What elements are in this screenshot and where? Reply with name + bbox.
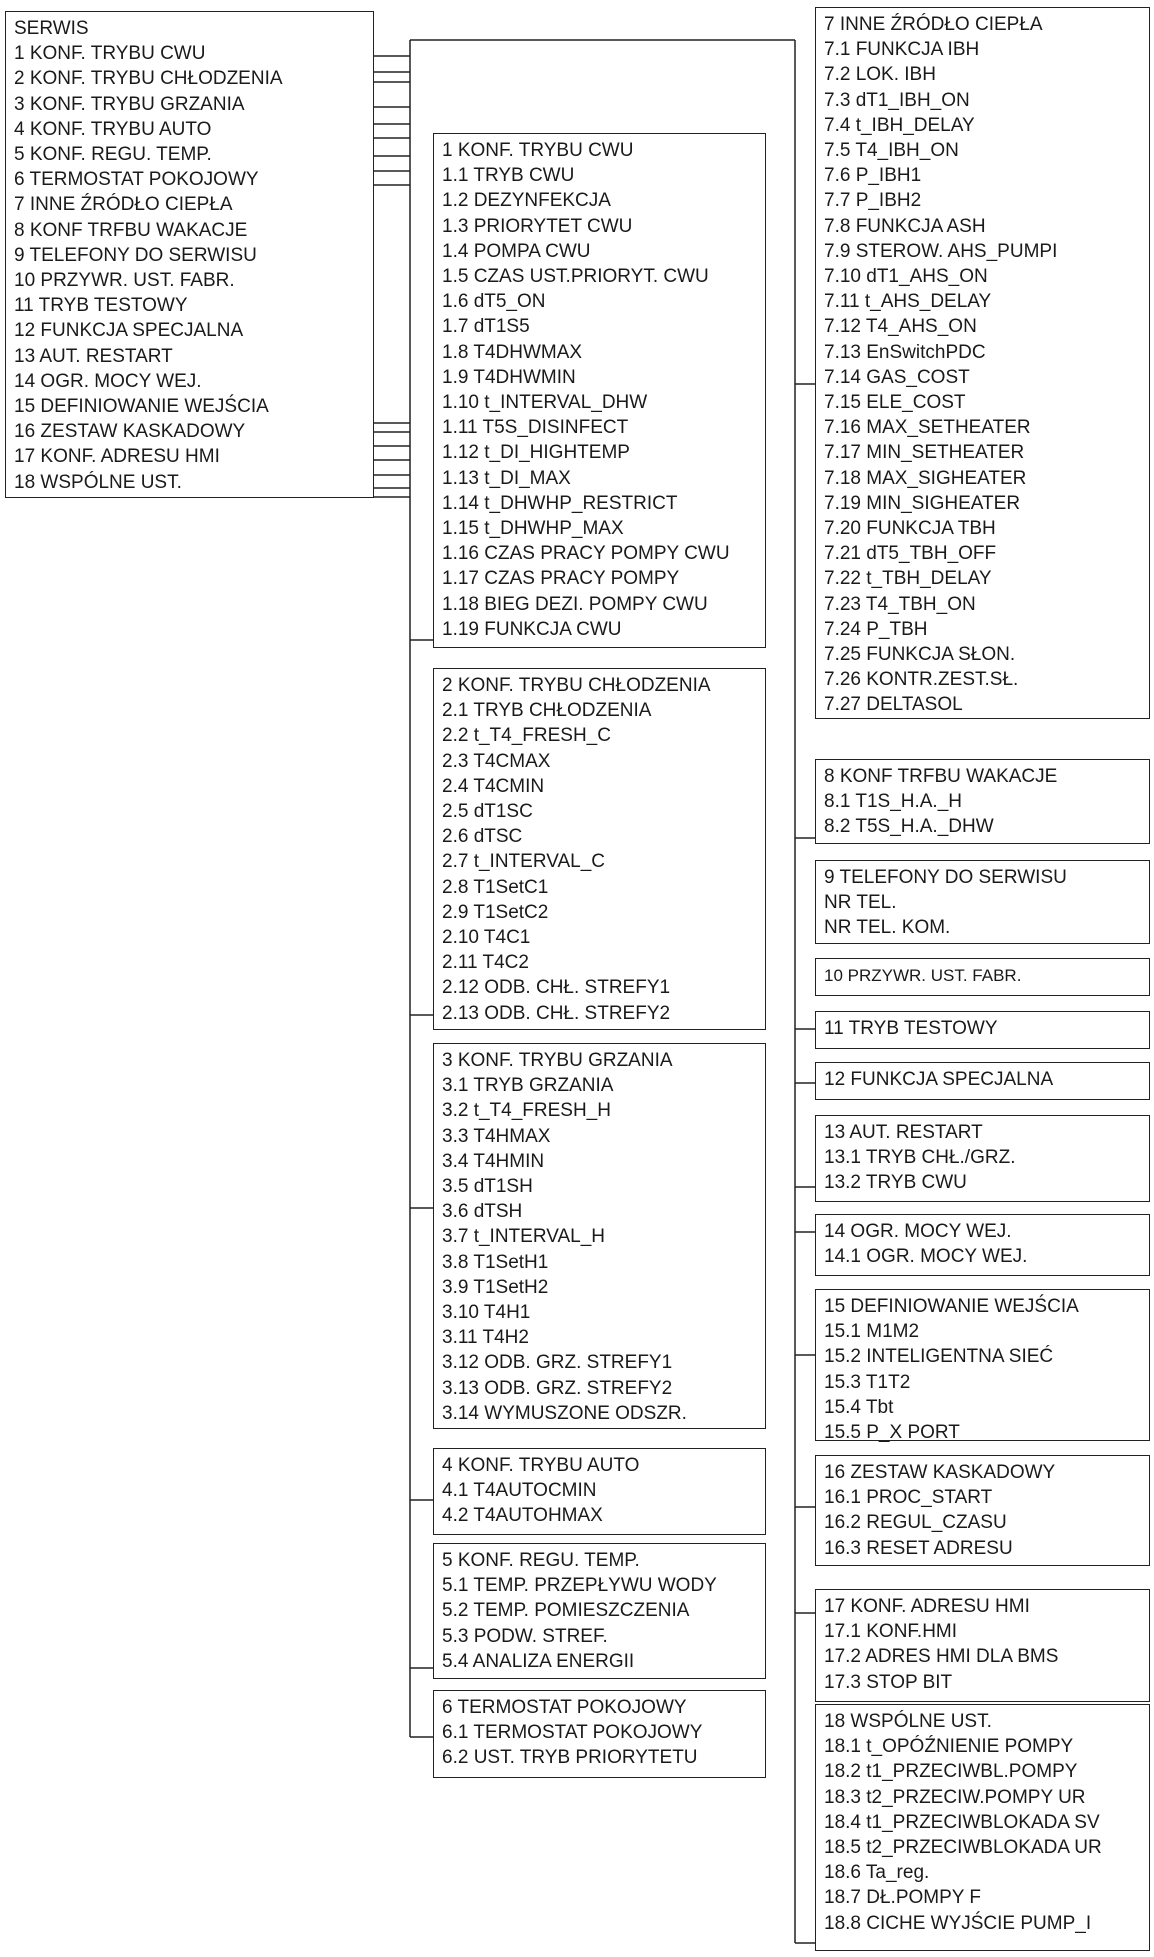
menu-item[interactable]: 6 TERMOSTAT POKOJOWY [14,169,259,191]
menu-item[interactable]: 7.9 STEROW. AHS_PUMPI [824,240,1058,262]
menu-8-wakacje [815,759,1150,844]
menu-item[interactable]: 3.12 ODB. GRZ. STREFY1 [442,1352,673,1374]
menu-item[interactable]: 15.3 T1T2 [824,1371,911,1393]
menu-item[interactable]: 7.18 MAX_SIGHEATER [824,467,1027,489]
menu-item[interactable]: 13 AUT. RESTART [14,345,173,367]
menu-item[interactable]: 2.4 T4CMIN [442,775,545,797]
menu-item[interactable]: 7 INNE ŹRÓDŁO CIEPŁA [14,194,233,216]
menu-18-wspolne-ust [815,1704,1150,1951]
menu-item[interactable]: 1.11 T5S_DISINFECT [442,417,629,439]
menu-item[interactable]: 7.4 t_IBH_DELAY [824,114,975,136]
menu-16-zestaw-kaskadowy [815,1455,1150,1566]
menu-item[interactable]: 3.11 T4H2 [442,1327,529,1349]
menu-item[interactable]: 4.1 T4AUTOCMIN [442,1480,597,1502]
menu-3-grzanie [433,1043,766,1429]
menu-title: SERWIS [14,18,89,39]
menu-item[interactable]: 17.3 STOP BIT [824,1671,953,1693]
menu-item[interactable]: 7.5 T4_IBH_ON [824,140,959,162]
menu-title[interactable]: 10 PRZYWR. UST. FABR. [824,966,1022,985]
menu-item[interactable]: 5 KONF. REGU. TEMP. [14,144,212,166]
menu-item[interactable]: 13.1 TRYB CHŁ./GRZ. [824,1147,1016,1169]
menu-item[interactable]: 7.12 T4_AHS_ON [824,316,977,338]
menu-item[interactable]: 2.3 T4CMAX [442,750,551,772]
menu-item[interactable]: 7.11 t_AHS_DELAY [824,291,992,313]
menu-item[interactable]: 2.9 T1SetC2 [442,901,549,923]
menu-item[interactable]: 2.13 ODB. CHŁ. STREFY2 [442,1002,671,1024]
menu-item[interactable]: 7.2 LOK. IBH [824,64,936,86]
menu-item[interactable]: 2.6 dTSC [442,826,523,848]
menu-item[interactable]: 15.5 P_X PORT [824,1422,960,1444]
menu-title: 6 TERMOSTAT POKOJOWY [442,1697,687,1718]
menu-item[interactable]: 5.1 TEMP. PRZEPŁYWU WODY [442,1575,717,1597]
menu-title: 17 KONF. ADRESU HMI [824,1596,1030,1617]
menu-item[interactable]: 1.7 dT1S5 [442,316,530,338]
menu-item[interactable]: 15.1 M1M2 [824,1321,920,1343]
menu-item[interactable]: 2.12 ODB. CHŁ. STREFY1 [442,977,671,999]
menu-item[interactable]: 3.1 TRYB GRZANIA [442,1075,614,1097]
menu-item[interactable]: 7.3 dT1_IBH_ON [824,89,970,111]
menu-item[interactable]: 17.2 ADRES HMI DLA BMS [824,1646,1059,1668]
menu-item[interactable]: 2.10 T4C1 [442,927,531,949]
menu-item[interactable]: 1.1 TRYB CWU [442,165,575,187]
menu-title[interactable]: 12 FUNKCJA SPECJALNA [824,1069,1054,1090]
menu-item[interactable]: 1 KONF. TRYBU CWU [14,43,206,65]
menu-title: 16 ZESTAW KASKADOWY [824,1462,1056,1483]
menu-item[interactable]: 1.8 T4DHWMAX [442,341,583,363]
menu-6-termostat [433,1690,766,1778]
menu-item[interactable]: 5.4 ANALIZA ENERGII [442,1650,635,1672]
menu-5-regulacja [433,1543,766,1679]
menu-15-definiowanie-wejscia [815,1289,1150,1444]
menu-item[interactable]: 2.1 TRYB CHŁODZENIA [442,700,652,722]
menu-item[interactable]: 1.2 DEZYNFEKCJA [442,190,611,212]
menu-item[interactable]: 8.1 T1S_H.A._H [824,791,963,813]
menu-title: 1 KONF. TRYBU CWU [442,140,634,161]
menu-item[interactable]: 2.8 T1SetC1 [442,876,549,898]
menu-9-telefony [815,860,1150,944]
menu-item[interactable]: 1.17 CZAS PRACY POMPY [442,568,680,590]
menu-item[interactable]: 7.25 FUNKCJA SŁON. [824,644,1016,666]
menu-item[interactable]: 1.10 t_INTERVAL_DHW [442,392,648,414]
menu-item[interactable]: 3.4 T4HMIN [442,1150,545,1172]
menu-12-funkcja-specjalna [815,1062,1150,1100]
menu-item[interactable]: 7.6 P_IBH1 [824,165,922,187]
menu-item[interactable]: 18.3 t2_PRZECIW.POMPY UR [824,1786,1086,1808]
menu-7-inne-zrodlo [815,7,1150,719]
menu-item[interactable]: 1.6 dT5_ON [442,291,546,313]
menu-item[interactable]: 1.16 CZAS PRACY POMPY CWU [442,543,730,565]
menu-item[interactable]: 3.6 dTSH [442,1201,523,1223]
menu-item[interactable]: 3.3 T4HMAX [442,1125,551,1147]
menu-item[interactable]: 15 DEFINIOWANIE WEJŚCIA [14,396,269,418]
menu-item[interactable]: 13.2 TRYB CWU [824,1172,967,1194]
menu-item[interactable]: 1.12 t_DI_HIGHTEMP [442,442,630,464]
menu-item[interactable]: 5.2 TEMP. POMIESZCZENIA [442,1600,690,1622]
menu-title: 14 OGR. MOCY WEJ. [824,1221,1012,1242]
menu-title: 9 TELEFONY DO SERWISU [824,867,1067,888]
menu-item[interactable]: 5.3 PODW. STREF. [442,1625,608,1647]
menu-item[interactable]: 7.10 dT1_AHS_ON [824,266,988,288]
menu-item[interactable]: 18.4 t1_PRZECIWBLOKADA SV [824,1811,1100,1833]
menu-item[interactable]: 7.21 dT5_TBH_OFF [824,543,997,565]
menu-item[interactable]: 7.14 GAS_COST [824,366,970,388]
menu-2-chlodzenie [433,668,766,1030]
menu-item[interactable]: 3.7 t_INTERVAL_H [442,1226,605,1248]
menu-item[interactable]: 7.15 ELE_COST [824,392,966,414]
menu-item[interactable]: 7.24 P_TBH [824,618,928,640]
menu-item[interactable]: NR TEL. KOM. [824,917,951,939]
menu-item[interactable]: 1.5 CZAS UST.PRIORYT. CWU [442,266,709,288]
menu-item[interactable]: 1.4 POMPA CWU [442,240,591,262]
menu-item[interactable]: 3.5 dT1SH [442,1176,533,1198]
menu-title: 4 KONF. TRYBU AUTO [442,1455,640,1476]
menu-item[interactable]: 7.1 FUNKCJA IBH [824,39,980,61]
menu-14-ogr-mocy [815,1214,1150,1276]
menu-item[interactable]: 2.7 t_INTERVAL_C [442,851,605,873]
menu-item[interactable]: 9 TELEFONY DO SERWISU [14,244,257,266]
menu-title: 8 KONF TRFBU WAKACJE [824,766,1058,787]
menu-item[interactable]: 3.13 ODB. GRZ. STREFY2 [442,1377,673,1399]
menu-item[interactable]: 8.2 T5S_H.A._DHW [824,816,994,838]
menu-item[interactable]: 1.13 t_DI_MAX [442,467,571,489]
menu-item[interactable]: 2.2 t_T4_FRESH_C [442,725,611,747]
menu-item[interactable]: 8 KONF TRFBU WAKACJE [14,219,248,241]
menu-item[interactable]: 1.3 PRIORYTET CWU [442,215,633,237]
menu-item[interactable]: NR TEL. [824,892,897,914]
menu-item[interactable]: 18.1 t_OPÓŹNIENIE POMPY [824,1736,1074,1758]
menu-title: 3 KONF. TRYBU GRZANIA [442,1050,673,1071]
menu-item[interactable]: 4.2 T4AUTOHMAX [442,1505,603,1527]
menu-title: 2 KONF. TRYBU CHŁODZENIA [442,675,711,696]
menu-item[interactable]: 7.23 T4_TBH_ON [824,593,976,615]
menu-item[interactable]: 3.2 t_T4_FRESH_H [442,1100,611,1122]
menu-item[interactable]: 2.5 dT1SC [442,801,533,823]
menu-17-adres-hmi [815,1589,1150,1702]
menu-item[interactable]: 16 ZESTAW KASKADOWY [14,421,246,443]
menu-item[interactable]: 1.14 t_DHWHP_RESTRICT [442,492,678,514]
menu-item[interactable]: 7.16 MAX_SETHEATER [824,417,1031,439]
menu-item[interactable]: 18 WSPÓLNE UST. [14,471,182,493]
menu-item[interactable]: 7.8 FUNKCJA ASH [824,215,986,237]
menu-item[interactable]: 18.6 Ta_reg. [824,1862,930,1884]
menu-item[interactable]: 4 KONF. TRYBU AUTO [14,118,212,140]
menu-item[interactable]: 16.1 PROC_START [824,1487,993,1509]
menu-item[interactable]: 6.1 TERMOSTAT POKOJOWY [442,1722,703,1744]
menu-item[interactable]: 12 FUNKCJA SPECJALNA [14,320,244,342]
menu-item[interactable]: 1.9 T4DHWMIN [442,366,576,388]
menu-title[interactable]: 11 TRYB TESTOWY [824,1018,998,1039]
menu-item[interactable]: 1.18 BIEG DEZI. POMPY CWU [442,593,708,615]
menu-item[interactable]: 10 PRZYWR. UST. FABR. [14,270,235,292]
menu-item[interactable]: 15.4 Tbt [824,1396,894,1418]
menu-item[interactable]: 15.2 INTELIGENTNA SIEĆ [824,1346,1054,1368]
menu-item[interactable]: 17.1 KONF.HMI [824,1621,958,1643]
menu-item[interactable]: 7.20 FUNKCJA TBH [824,518,996,540]
menu-item[interactable]: 7.19 MIN_SIGHEATER [824,492,1021,514]
menu-item[interactable]: 3 KONF. TRYBU GRZANIA [14,93,245,115]
menu-item[interactable]: 18.7 DŁ.POMPY F [824,1887,981,1909]
menu-item[interactable]: 1.19 FUNKCJA CWU [442,618,622,640]
menu-item[interactable]: 7.26 KONTR.ZEST.SŁ. [824,669,1019,691]
menu-item[interactable]: 3.10 T4H1 [442,1302,531,1324]
menu-1-cwu [433,133,766,648]
menu-11-tryb-testowy [815,1011,1150,1049]
menu-item[interactable]: 16.3 RESET ADRESU [824,1537,1013,1559]
menu-item[interactable]: 18.2 t1_PRZECIWBL.POMPY [824,1761,1078,1783]
menu-item[interactable]: 3.9 T1SetH2 [442,1276,549,1298]
menu-4-auto [433,1448,766,1535]
menu-main [5,11,374,498]
menu-item[interactable]: 7.7 P_IBH2 [824,190,922,212]
menu-item[interactable]: 18.5 t2_PRZECIWBLOKADA UR [824,1837,1102,1859]
menu-item[interactable]: 7.13 EnSwitchPDC [824,341,986,363]
menu-title: 13 AUT. RESTART [824,1122,983,1143]
menu-item[interactable]: 18.8 CICHE WYJŚCIE PUMP_I [824,1912,1092,1934]
menu-13-aut-restart [815,1115,1150,1202]
menu-item[interactable]: 11 TRYB TESTOWY [14,295,188,317]
menu-item[interactable]: 3.14 WYMUSZONE ODSZR. [442,1402,687,1424]
menu-title: 7 INNE ŹRÓDŁO CIEPŁA [824,14,1043,35]
menu-item[interactable]: 7.17 MIN_SETHEATER [824,442,1025,464]
menu-item[interactable]: 2.11 T4C2 [442,952,529,974]
menu-item[interactable]: 3.8 T1SetH1 [442,1251,549,1273]
menu-item[interactable]: 6.2 UST. TRYB PRIORYTETU [442,1747,698,1769]
menu-title: 5 KONF. REGU. TEMP. [442,1550,640,1571]
menu-item[interactable]: 16.2 REGUL_CZASU [824,1512,1007,1534]
menu-item[interactable]: 2 KONF. TRYBU CHŁODZENIA [14,68,283,90]
menu-item[interactable]: 14.1 OGR. MOCY WEJ. [824,1246,1028,1268]
menu-title: 18 WSPÓLNE UST. [824,1711,992,1732]
menu-item[interactable]: 7.22 t_TBH_DELAY [824,568,992,590]
menu-title: 15 DEFINIOWANIE WEJŚCIA [824,1296,1079,1317]
menu-item[interactable]: 1.15 t_DHWHP_MAX [442,518,624,540]
menu-item[interactable]: 7.27 DELTASOL [824,694,963,716]
menu-10-ustawienia-fabryczne [815,958,1150,996]
menu-item[interactable]: 17 KONF. ADRESU HMI [14,446,220,468]
menu-item[interactable]: 14 OGR. MOCY WEJ. [14,370,202,392]
